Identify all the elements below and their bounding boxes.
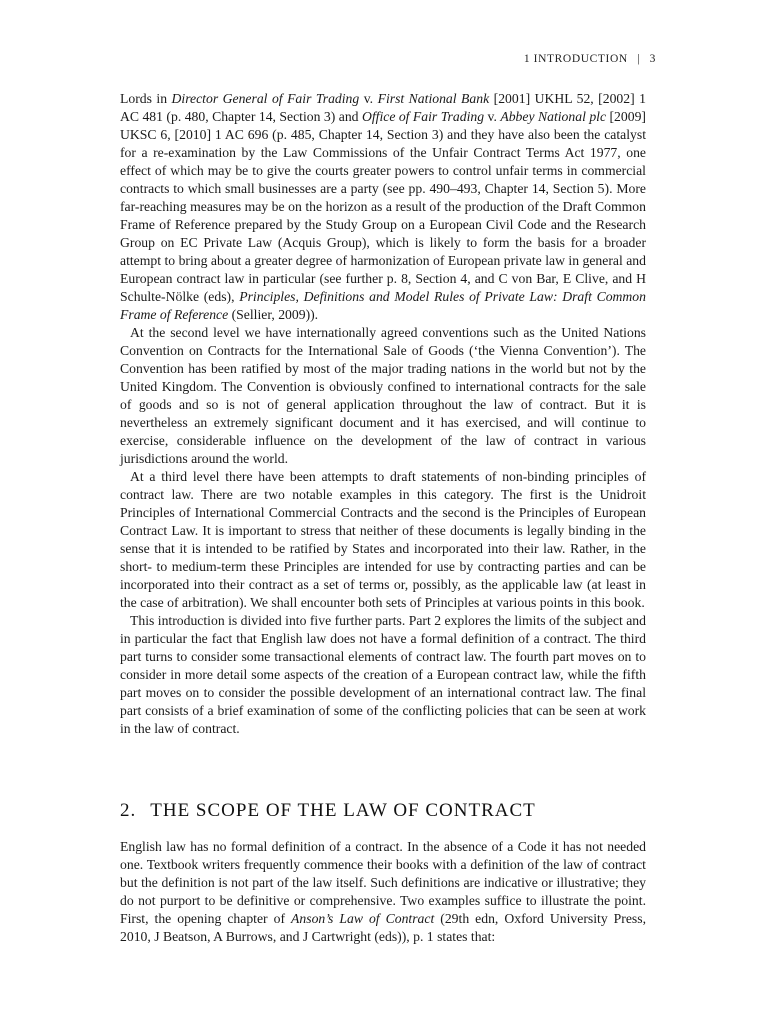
paragraph [120,468,646,612]
text-run: (Sellier, 2009)). [228,307,319,322]
section-body-text [120,838,646,946]
text-run: Lords in [120,91,172,106]
text-run: [2001] UKHL 52, [2002] 1 AC 481 (p. 480, Chapter 14, Section 3) and [120,91,646,124]
page-number: 3 [649,53,656,65]
running-head-separator: | [637,53,641,65]
paragraph [120,612,646,738]
paragraph [120,838,646,946]
running-head-chapter: 1 INTRODUCTION [523,53,628,65]
text-run: This introduction is divided into five further parts. Part 2 explores the limits of the subject and in particular the fact that English law does not have a formal definition of a contract. The third part turns to consider some transactional elements of contract law. The fourth part moves on to consider in more detail some aspects of the creation of a European contract law, while the fifth part moves on to consider the possible development of an international contract law. The final part consists of a brief examination of some of the conflicting policies that can be seen at work in the law of contract. [120,613,646,736]
text-run: v. [359,91,378,106]
text-run: (29th edn, Oxford University Press, 2010, J Beatson, A Burrows, and J Cartwright (eds)), p. 1 states that: [120,911,646,944]
body-text [120,90,646,738]
paragraph [120,324,646,468]
running-head [524,53,656,65]
text-run: At a third level there have been attempts to draft statements of non-binding principles of contract law. There are two notable examples in this category. The first is the Unidroit Principles of International Commercial Contracts and the second is the Principles of European Contract Law. It is important to stress that neither of these documents is legally binding in the sense that it is intended to be ratified by States and incorporated into their law. Rather, in the short- to medium-term these Principles are intended for use by contracting parties and can be incorporated into their contract as a set of terms or, possibly, as the applicable law (at least in the case of arbitration). We shall encounter both sets of Principles at various points in this book. [120,469,646,610]
section-title: THE SCOPE OF THE LAW OF CONTRACT [150,800,536,821]
text-run: English law has no formal definition of a contract. In the absence of a Code it has not needed one. Textbook writers frequently commence their books with a definition of the law of contract but the definition is not part of the law itself. Such definitions are indicative or illustrative; they do not purport to be definitive or comprehensive. Two examples suffice to illustrate the point. First, the opening chapter of [120,839,646,926]
italic-text: Director General of Fair Trading [171,91,360,106]
text-run: [2009] UKSC 6, [2010] 1 AC 696 (p. 485, Chapter 14, Section 3) and they have also been the catalyst for a re-examination by the Law Commissions of the Unfair Contract Terms Act 1977, one effect of which may be to give the courts greater powers to control unfair terms in commercial contracts to which small businesses are a party (see pp. 490–493, Chapter 14, Section 5). More far-reaching measures may be on the horizon as a result of the production of the Draft Common Frame of Reference prepared by the Study Group on a European Civil Code and the Research Group on EC Private Law (Acquis Group), which is likely to form the basis for a broader attempt to bring about a greater degree of harmonization of European private law in general and European contract law in particular (see further p. 8, Section 4, and C von Bar, E Clive, and H Schulte-Nölke (eds), [120,109,646,304]
text-run: At the second level we have internationally agreed conventions such as the United Nations Convention on Contracts for the International Sale of Goods (‘the Vienna Convention’). The Convention has been ratified by most of the major trading nations in the world but not by the United Kingdom. The Convention is obviously confined to international contracts for the sale of goods and so is not of general application throughout the law of contract. But it is nevertheless an extremely significant document and it has exercised, and will continue to exercise, considerable influence on the development of the law of contract in various jurisdictions around the world. [120,325,646,466]
text-run: v. [484,109,501,124]
italic-text: First National Bank [377,91,490,106]
section-number: 2. [120,800,137,821]
italic-text: Anson’s Law of Contract [291,911,435,926]
paragraph [120,90,646,324]
italic-text: Abbey National plc [500,109,607,124]
section-heading [120,800,646,822]
italic-text: Office of Fair Trading [361,109,485,124]
italic-text: Principles, Definitions and Model Rules of Private Law: Draft Common Frame of Reference [120,289,646,322]
